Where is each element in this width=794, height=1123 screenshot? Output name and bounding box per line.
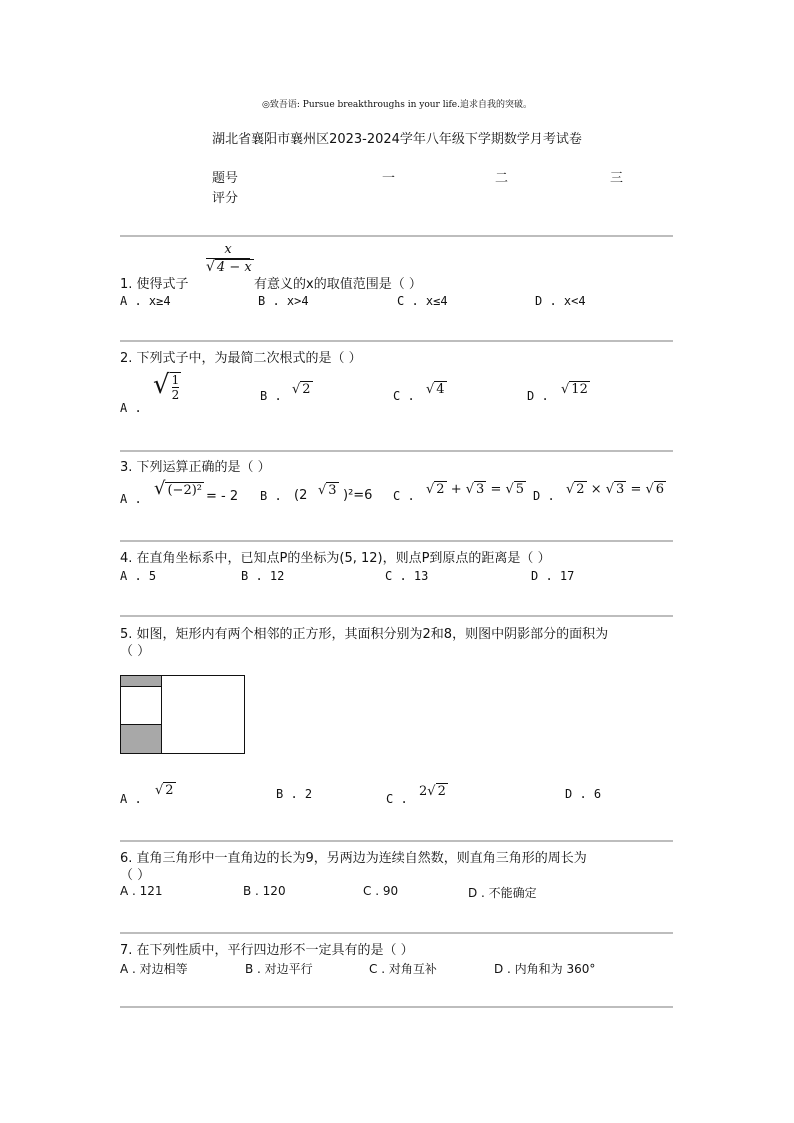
q3-c-term-3: 5 (515, 482, 525, 497)
q1-fraction-numerator: x (224, 242, 232, 257)
divider (120, 1006, 673, 1008)
q1-pre: 使得式子 (136, 277, 189, 292)
q5-square-small (121, 687, 162, 725)
divider (120, 840, 673, 842)
q1-option-a: A . x≥4 (120, 294, 171, 308)
q4-option-b: B . 12 (241, 569, 285, 583)
q4-option-a: A . 5 (120, 569, 157, 583)
score-table-col-2: 二 (495, 171, 509, 186)
q1-option-b: B . x>4 (258, 294, 309, 308)
q2-option-a-label: A . (120, 401, 142, 415)
q5-text-line1: 5. 如图，矩形内有两个相邻的正方形，其面积分别为2和8，则图中阴影部分的面积为 (120, 627, 609, 642)
q5-c-radicand: 2 (437, 784, 446, 799)
q1-option-c: C . x≤4 (397, 294, 448, 308)
q5-shaded-bottom (121, 725, 162, 754)
q2-option-a-expr (153, 370, 181, 402)
q3-text: 3. 下列运算正确的是（ ） (120, 460, 271, 475)
q2-d-radicand: 12 (571, 382, 588, 397)
q3-option-c-label: C . (393, 489, 415, 503)
q3-option-c-expr: √ 2 + √ 3 = √ 5 (426, 482, 525, 497)
divider (120, 615, 673, 617)
q1-fraction-denominator: 4 − x (216, 260, 252, 275)
q5-c-coef: 2 (419, 784, 428, 799)
q4-text: 4. 在直角坐标系中，已知点P的坐标为(5, 12)，则点P到原点的距离是（ ） (120, 551, 551, 566)
score-table-row2-label: 评分 (212, 191, 239, 206)
q2-option-c-label: C . (393, 389, 415, 403)
score-table-col-1: 一 (382, 171, 396, 186)
q2-a-radical-sign: √ (153, 370, 170, 400)
q3-a-radical-sign: √ (154, 478, 166, 499)
q3-d-term-1: 2 (576, 482, 585, 497)
q4-option-d: D . 17 (531, 569, 575, 583)
q7-option-d: D . 内角和为 360° (494, 962, 596, 976)
divider (120, 932, 673, 934)
q5-shaded-top (121, 676, 162, 687)
q5-option-a-expr: √ 2 (155, 783, 174, 798)
divider (120, 235, 673, 237)
q3-d-term-3: 6 (655, 482, 665, 497)
q5-figure-rectangle-squares (120, 675, 246, 756)
score-table-col-3: 三 (610, 171, 624, 186)
q2-option-b-label: B . (260, 389, 282, 403)
q4-option-c: C . 13 (385, 569, 429, 583)
q1-post: 有意义的x的取值范围是（ ） (254, 277, 422, 292)
q3-option-d-label: D . (533, 489, 555, 503)
q3-option-a-expr (154, 478, 204, 499)
q3-c-term-2: 3 (476, 482, 485, 497)
q3-a-radicand: (−2)² (167, 483, 203, 498)
q5-a-radicand: 2 (165, 783, 174, 798)
q2-option-d-label: D . (527, 389, 549, 403)
q6-text-line1: 6. 直角三角形中一直角边的长为9，另两边为连续自然数，则直角三角形的周长为 (120, 851, 587, 866)
q2-b-radicand: 2 (302, 382, 311, 397)
q5-option-b: B . 2 (276, 787, 313, 801)
q7-text: 7. 在下列性质中，平行四边形不一定具有的是（ ） (120, 943, 414, 958)
q6-option-d: D . 不能确定 (468, 886, 537, 900)
q3-option-a-label: A . (120, 492, 142, 506)
q6-text-line2: （ ） (120, 868, 151, 883)
q5-option-d: D . 6 (565, 787, 602, 801)
q3-option-d-expr: √ 2 × √ 3 = √ 6 (566, 482, 665, 497)
exam-title: 湖北省襄阳市襄州区2023-2024学年八年级下学期数学月考试卷 (212, 132, 582, 147)
q1-number: 1. (120, 277, 133, 292)
q7-option-c: C . 对角互补 (369, 962, 437, 976)
q3-option-b-post: )²=6 (343, 488, 373, 503)
divider (120, 340, 673, 342)
q3-b-radicand: 3 (328, 483, 337, 498)
q3-option-b-rad: √ 3 (318, 483, 337, 498)
q3-option-a-tail: = - 2 (206, 489, 239, 504)
q3-c-term-1: 2 (436, 482, 445, 497)
q6-option-b: B . 120 (243, 884, 286, 898)
q3-option-b-pre: (2 (294, 488, 308, 503)
q2-option-c-expr: √ 4 (426, 382, 445, 397)
q7-option-b: B . 对边平行 (245, 962, 313, 976)
q3-d-term-2: 3 (616, 482, 625, 497)
q5-option-c-expr: 2√ 2 (419, 784, 446, 799)
q5-option-c-label: C . (386, 792, 408, 806)
q5-text-line2: （ ） (120, 644, 151, 659)
divider (120, 450, 673, 452)
q1-fraction (206, 242, 250, 275)
q2-a-numerator: 1 (171, 373, 180, 387)
score-table-row1-label: 题号 (212, 171, 239, 186)
motto-line: ◎致吾语: Pursue breakthroughs in your life.追求自我的突破。 (262, 100, 532, 110)
q3-option-b-label: B . (260, 489, 282, 503)
q5-option-a-label: A . (120, 792, 142, 806)
q1-option-d: D . x<4 (535, 294, 586, 308)
q2-option-b-expr: √ 2 (292, 382, 311, 397)
q2-option-d-expr: √ 12 (561, 382, 588, 397)
q2-c-radicand: 4 (436, 382, 445, 397)
q6-option-a: A . 121 (120, 884, 163, 898)
q6-option-c: C . 90 (363, 884, 399, 898)
q2-text: 2. 下列式子中，为最简二次根式的是（ ） (120, 351, 362, 366)
q2-a-denominator: 2 (171, 388, 180, 402)
q1-radical-sign: √ (206, 259, 215, 275)
q7-option-a: A . 对边相等 (120, 962, 188, 976)
divider (120, 540, 673, 542)
